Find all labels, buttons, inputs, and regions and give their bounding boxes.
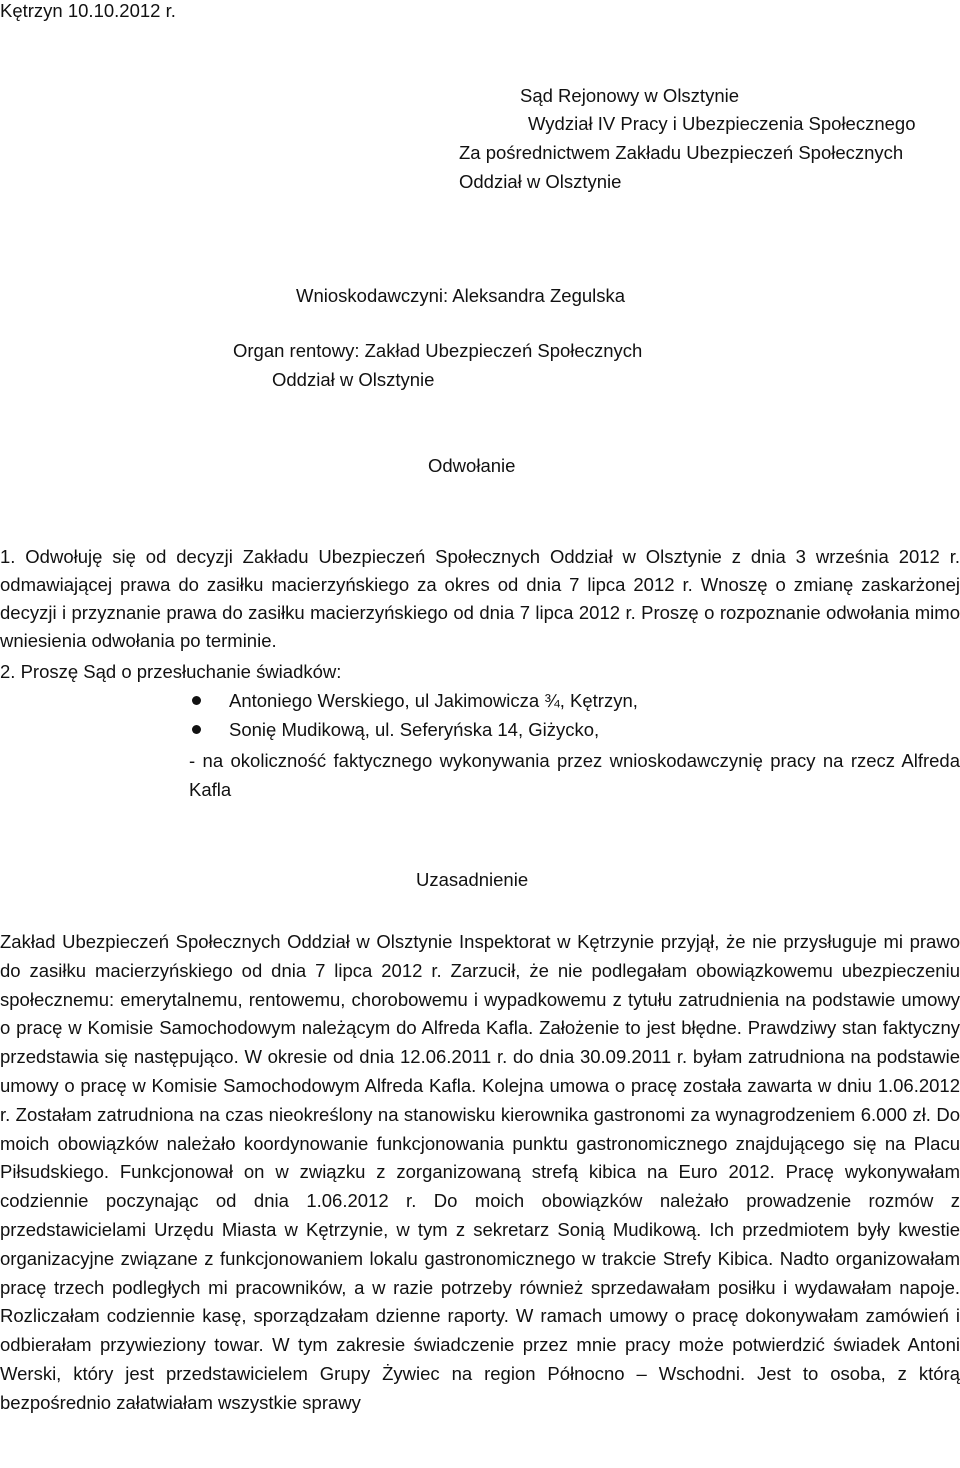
- justification-text: Zakład Ubezpieczeń Społecznych Oddział w Olsztynie Inspektorat w Kętrzynie przyjął, że nie przysługuje mi prawo do zasiłku macierzyńskiego od dnia 7 lipca 2012 r. Zarzucił, że nie podlegałam obowiązkowemu ubezpieczeniu społecznemu: emerytalnemu, rentowemu, chorobowemu i wypadkowemu z tytułu zatrudnienia na podstawie umowy o pracę w Komisie Samochodowym należącym do Alfreda Kafla. Założenie to jest błędne. Prawdziwy stan faktyczny przedstawia się następująco. W okresie od dnia 12.06.2011 r. do dnia 30.09.2011 r. byłam zatrudniona na podstawie umowy o pracę w Komisie Samochodowym Alfreda Kafla. Kolejna umowa o pracę została zawarta w dniu 1.06.2012 r. Zostałam zatrudniona na czas nieokreślony na stanowisku kierownika gastronomi za wynagrodzeniem 6.000 zł. Do moich obowiązków należało koordynowanie funkcjonowania punktu gastronomicznego znajdującego się na Placu Piłsudskiego. Funkcjonował on w związku z zorganizowaną strefą kibica na Euro 2012. Pracę wykonywałam codziennie poczynając od dnia 1.06.2012 r. Do moich obowiązków należało prowadzenie rozmów z przedstawicielami Urzędu Miasta w Kętrzynie, w tym z sekretarz Sonią Mudikową. Ich przedmiotem były kwestie organizacyjne związane z funkcjonowaniem lokalu gastronomicznego w trakcie Strefy Kibica. Nadto organizowałam pracę trzech podległych mi pracowników, a w razie potrzeby również sprzedawałam posiłku i wydawałam napoje. Rozliczałam codziennie kasę, sporządzałam dzienne raporty. W ramach umowy o pracę dokonywałam zamówień i odbierałam przywieziony towar. W tym zakresie świadczenie przez mnie pracy może potwierdzić świadek Antoni Werski, który jest przedstawicielem Grupy Żywiec na region Północno – Wschodni. Jest to osoba, z którą bezpośrednio załatwiałam wszystkie sprawy: [0, 931, 960, 1413]
- applicant-line: Wnioskodawczyni: Aleksandra Zegulska: [296, 285, 626, 306]
- intermediary-line: Za pośrednictwem Zakładu Ubezpieczeń Społecznych: [459, 142, 904, 163]
- bullet-icon: [192, 725, 201, 734]
- authority-line: Organ rentowy: Zakład Ubezpieczeń Społecznych: [233, 340, 643, 361]
- bullet-icon: [192, 696, 201, 705]
- witness-item: [229, 721, 599, 740]
- appeal-point-1-text: 1. Odwołuję się od decyzji Zakładu Ubezpieczeń Społecznych Oddział w Olsztynie z dnia 3 września 2012 r. odmawiającej prawa do zasiłku macierzyńskiego za okres od dnia 7 lipca 2012 r. Wnoszę o zmianę zaskarżonej decyzji i przyznanie prawa do zasiłku macierzyńskiego od dnia 7 lipca 2012 r. Proszę o rozpoznanie odwołania mimo wniesienia odwołania po terminie.: [0, 546, 960, 651]
- appeal-point-2: 2. Proszę Sąd o przesłuchanie świadków:: [0, 661, 342, 682]
- place-date: Kętrzyn 10.10.2012 r.: [0, 0, 176, 21]
- justification-body: [0, 928, 960, 1418]
- intermediary-branch: Oddział w Olsztynie: [459, 171, 622, 192]
- appeal-point-1: [0, 543, 960, 655]
- witness-item: [229, 692, 638, 711]
- court-name: Sąd Rejonowy w Olsztynie: [520, 85, 740, 106]
- justification-heading: Uzasadnienie: [416, 869, 529, 890]
- witness-text: Sonię Mudikową, ul. Seferyńska 14, Giżycko,: [229, 719, 600, 740]
- circumstance-text: - na okoliczność faktycznego wykonywania przez wnioskodawczynię pracy na rzecz Alfreda Kafla: [189, 750, 960, 800]
- authority-branch-line: Oddział w Olsztynie: [272, 369, 435, 390]
- appeal-heading: Odwołanie: [428, 455, 516, 476]
- circumstance-block: [189, 746, 960, 804]
- court-division: Wydział IV Pracy i Ubezpieczenia Społecznego: [528, 113, 916, 134]
- witness-text: Antoniego Werskiego, ul Jakimowicza ¾, Kętrzyn,: [229, 690, 638, 711]
